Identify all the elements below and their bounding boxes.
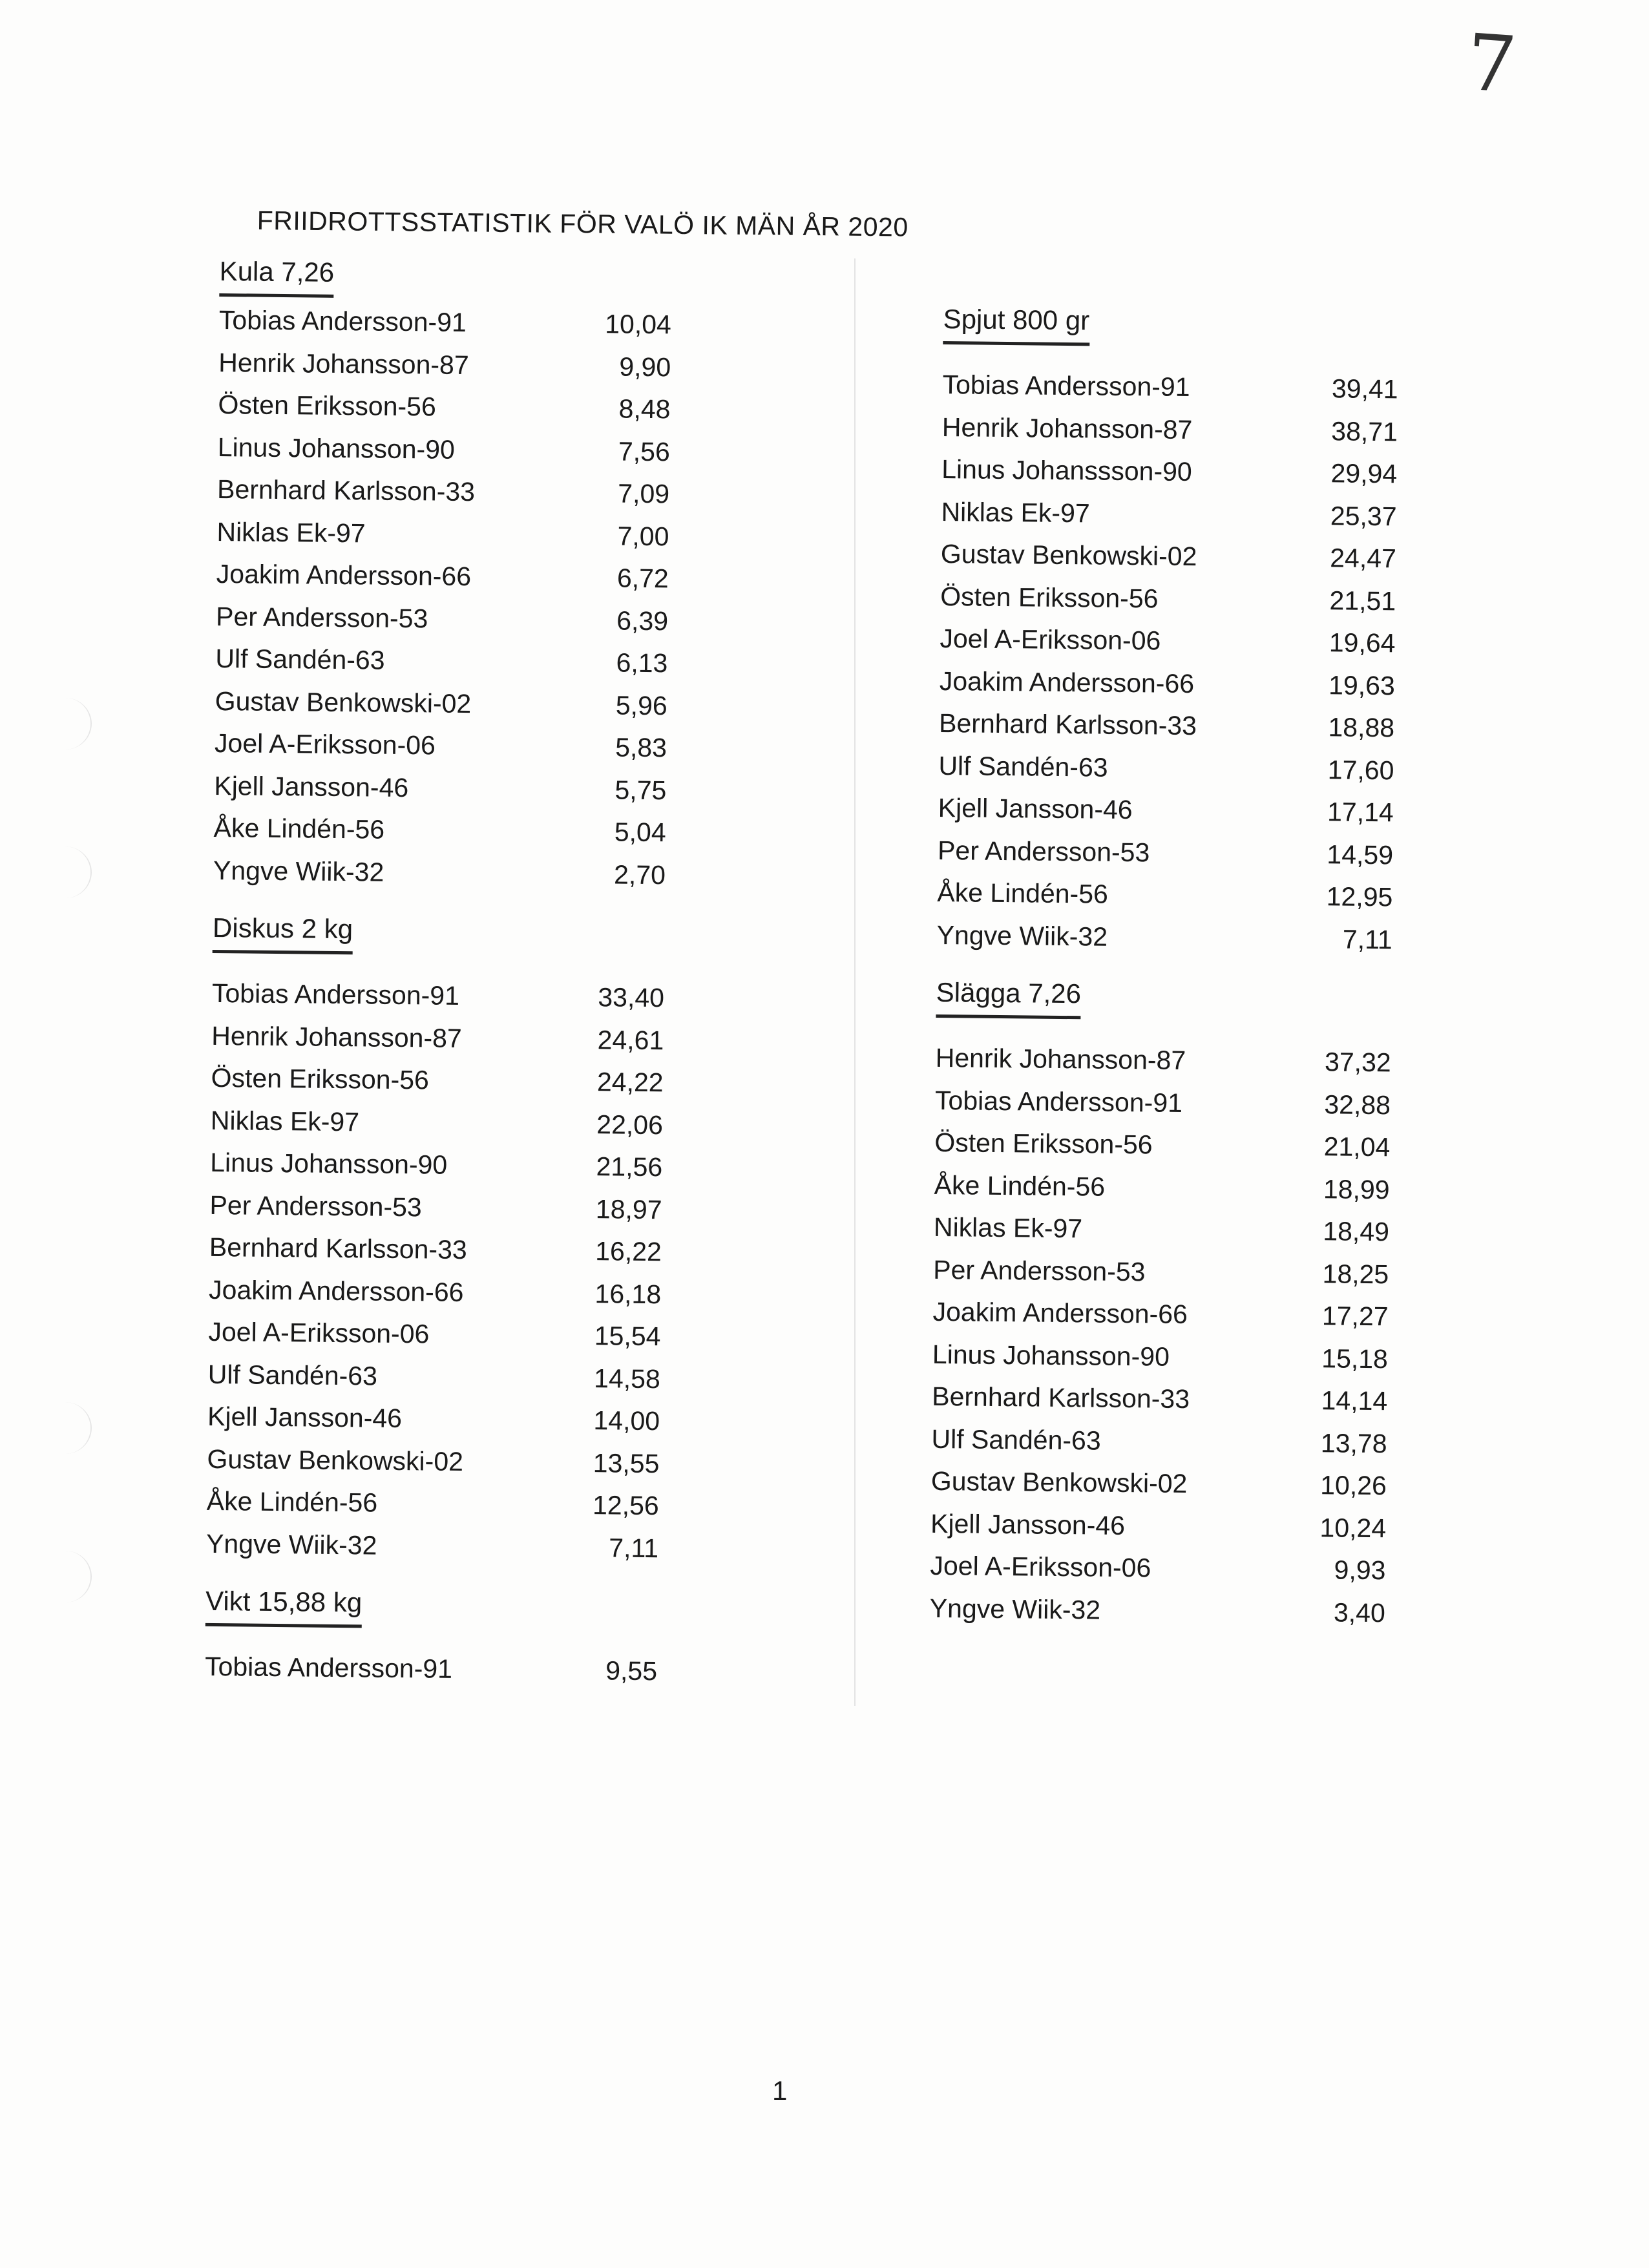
athlete-name: Tobias Andersson-91 (942, 370, 1190, 403)
athlete-name: Joel A-Eriksson-06 (208, 1317, 430, 1349)
result-row (213, 849, 763, 897)
athlete-name: Yngve Wiik-32 (205, 1528, 377, 1560)
result-value: 15,54 (594, 1321, 661, 1352)
athlete-name: Yngve Wiik-32 (936, 919, 1108, 952)
result-value: 16,22 (595, 1236, 662, 1267)
result-row (206, 1522, 756, 1570)
athlete-name: Yngve Wiik-32 (929, 1593, 1101, 1625)
athlete-name: Linus Johanssson-90 (941, 454, 1192, 487)
result-value: 24,47 (1330, 543, 1397, 574)
result-row (932, 1376, 1475, 1423)
athlete-name: Bernhard Karlsson-33 (216, 474, 476, 507)
result-row (206, 1480, 756, 1528)
athlete-name: Yngve Wiik-32 (213, 855, 384, 887)
athlete-name: Kjell Jansson-46 (207, 1402, 403, 1434)
result-value: 16,18 (594, 1278, 662, 1309)
result-value: 17,14 (1327, 797, 1394, 828)
result-row (941, 448, 1485, 496)
result-value: 32,88 (1324, 1089, 1391, 1120)
result-row (932, 1291, 1476, 1339)
athlete-name: Tobias Andersson-91 (218, 305, 467, 338)
result-value: 6,72 (616, 563, 669, 594)
result-row (214, 764, 764, 812)
event-section (205, 1583, 755, 1694)
result-value: 29,94 (1330, 458, 1398, 489)
event-title: Vikt 15,88 kg (205, 1583, 362, 1628)
athlete-name: Tobias Andersson-91 (204, 1652, 453, 1685)
athlete-name: Henrik Johansson-87 (935, 1043, 1186, 1076)
athlete-name: Joel A-Eriksson-06 (930, 1551, 1151, 1583)
athlete-name: Gustav Benkowski-02 (940, 539, 1197, 572)
result-value: 13,78 (1320, 1427, 1387, 1459)
athlete-name: Åke Lindén-56 (213, 813, 385, 845)
result-value: 7,11 (609, 1533, 659, 1563)
punch-hole (39, 1551, 92, 1602)
event-section (206, 910, 762, 1571)
result-value: 21,04 (1323, 1131, 1391, 1162)
result-value: 6,13 (616, 647, 668, 678)
result-row (215, 680, 764, 728)
athlete-name: Niklas Ek-97 (941, 496, 1090, 529)
result-value: 37,32 (1324, 1047, 1391, 1078)
result-value: 18,25 (1322, 1258, 1389, 1290)
athlete-name: Linus Johansson-90 (217, 432, 456, 465)
result-value: 14,58 (593, 1363, 661, 1394)
result-value: 39,41 (1331, 373, 1398, 404)
athlete-name: Joakim Andersson-66 (932, 1297, 1188, 1330)
result-value: 17,60 (1327, 755, 1394, 786)
result-row (207, 1396, 757, 1444)
result-row (940, 618, 1483, 666)
athlete-name: Ulf Sandén-63 (215, 644, 385, 675)
result-row (212, 972, 762, 1020)
athlete-name: Gustav Benkowski-02 (207, 1444, 464, 1476)
result-value: 22,06 (596, 1109, 664, 1140)
result-row (211, 1057, 761, 1105)
result-value: 7,56 (618, 436, 671, 467)
athlete-name: Niklas Ek-97 (933, 1212, 1083, 1244)
athlete-name: Ulf Sandén-63 (938, 750, 1108, 782)
result-row (207, 1438, 757, 1486)
result-row (934, 1122, 1478, 1170)
athlete-name: Per Andersson-53 (933, 1254, 1146, 1287)
result-row (942, 364, 1486, 412)
result-value: 7,00 (617, 521, 669, 552)
athlete-name: Niklas Ek-97 (216, 516, 366, 549)
athlete-name: Östen Eriksson-56 (218, 390, 437, 422)
result-value: 12,95 (1326, 881, 1393, 912)
result-value: 25,37 (1330, 501, 1397, 532)
result-row (939, 660, 1482, 708)
athlete-name: Linus Johansson-90 (210, 1148, 448, 1181)
result-value: 21,51 (1329, 585, 1396, 616)
result-row (218, 426, 768, 474)
result-value: 14,00 (593, 1405, 660, 1436)
result-value: 33,40 (598, 982, 665, 1013)
athlete-name: Henrik Johansson-87 (218, 347, 469, 380)
event-title: Diskus 2 kg (213, 910, 353, 954)
result-row (211, 1099, 761, 1147)
athlete-name: Gustav Benkowski-02 (215, 686, 472, 719)
athlete-name: Joakim Andersson-66 (208, 1274, 464, 1307)
result-value: 9,93 (1334, 1555, 1386, 1586)
result-row (939, 702, 1482, 750)
result-row (937, 872, 1480, 919)
result-value: 18,97 (595, 1193, 662, 1224)
result-row (209, 1268, 759, 1316)
result-row (941, 490, 1484, 538)
result-row (217, 468, 767, 516)
result-row (938, 787, 1481, 835)
result-value: 24,61 (597, 1024, 664, 1056)
result-row (935, 1079, 1478, 1127)
athlete-name: Tobias Andersson-91 (211, 978, 460, 1011)
result-row (219, 299, 769, 347)
right-column (929, 301, 1486, 1654)
result-value: 13,55 (593, 1447, 660, 1478)
athlete-name: Kjell Jansson-46 (938, 793, 1133, 825)
result-row (211, 1014, 761, 1062)
result-row (216, 595, 766, 643)
athlete-name: Per Andersson-53 (215, 601, 428, 634)
result-row (216, 510, 766, 558)
page-number: 1 (772, 2075, 788, 2106)
result-row (932, 1333, 1476, 1381)
result-value: 18,88 (1328, 712, 1395, 743)
result-value: 8,48 (618, 394, 671, 425)
athlete-name: Kjell Jansson-46 (214, 770, 409, 803)
result-row (207, 1353, 757, 1401)
result-row (933, 1248, 1476, 1296)
athlete-name: Per Andersson-53 (937, 835, 1150, 868)
result-value: 14,59 (1327, 839, 1394, 870)
result-row (930, 1502, 1474, 1550)
result-value: 18,49 (1323, 1216, 1390, 1247)
result-value: 19,64 (1329, 627, 1396, 658)
athlete-name: Niklas Ek-97 (210, 1105, 360, 1137)
event-title: Kula 7,26 (219, 253, 334, 298)
result-row (205, 1646, 755, 1694)
result-value: 19,63 (1328, 670, 1396, 701)
result-row (930, 1545, 1473, 1593)
result-row (929, 1587, 1473, 1635)
result-value: 10,04 (605, 309, 672, 340)
athlete-name: Tobias Andersson-91 (934, 1085, 1183, 1118)
athlete-name: Kjell Jansson-46 (930, 1508, 1126, 1540)
result-value: 5,83 (614, 732, 667, 763)
result-value: 7,09 (618, 478, 670, 509)
punch-hole (39, 698, 92, 750)
punch-hole (39, 1402, 92, 1454)
result-value: 9,90 (619, 352, 671, 383)
result-value: 5,75 (614, 775, 667, 806)
punch-hole (39, 846, 92, 898)
event-title: Slägga 7,26 (936, 974, 1081, 1019)
athlete-name: Henrik Johansson-87 (211, 1020, 462, 1053)
athlete-name: Joel A-Eriksson-06 (940, 624, 1161, 656)
result-value: 3,40 (1333, 1597, 1386, 1628)
result-row (940, 575, 1484, 623)
result-row (209, 1226, 759, 1274)
result-row (215, 722, 764, 770)
result-row (942, 406, 1486, 454)
result-row (218, 341, 768, 389)
result-row (210, 1142, 760, 1190)
athlete-name: Ulf Sandén-63 (207, 1359, 378, 1391)
athlete-name: Åke Lindén-56 (937, 877, 1109, 909)
page-title: FRIIDROTTSSTATISTIK FÖR VALÖ IK MÄN ÅR 2020 (257, 205, 909, 242)
result-value: 10,26 (1319, 1470, 1387, 1501)
athlete-name: Åke Lindén-56 (934, 1170, 1106, 1202)
result-value: 12,56 (592, 1490, 659, 1521)
athlete-name: Joakim Andersson-66 (939, 666, 1195, 698)
athlete-name: Åke Lindén-56 (206, 1486, 378, 1518)
result-row (935, 1037, 1478, 1085)
result-value: 5,96 (615, 690, 667, 721)
column-divider (854, 258, 856, 1706)
athlete-name: Östen Eriksson-56 (211, 1063, 430, 1095)
athlete-name: Bernhard Karlsson-33 (932, 1381, 1190, 1414)
result-row (931, 1460, 1475, 1508)
result-value: 17,27 (1321, 1301, 1389, 1332)
result-value: 7,11 (1342, 924, 1392, 955)
result-value: 24,22 (596, 1067, 664, 1098)
event-section (929, 974, 1479, 1635)
result-value: 21,56 (596, 1151, 663, 1182)
result-row (936, 914, 1480, 961)
athlete-name: Gustav Benkowski-02 (930, 1466, 1188, 1499)
event-section (936, 301, 1486, 962)
result-value: 14,14 (1321, 1385, 1388, 1416)
athlete-name: Henrik Johansson-87 (941, 412, 1193, 445)
result-row (218, 384, 768, 432)
athlete-name: Ulf Sandén-63 (931, 1423, 1101, 1456)
athlete-name: Per Andersson-53 (209, 1190, 423, 1223)
result-row (934, 1206, 1477, 1254)
event-title: Spjut 800 gr (943, 301, 1089, 346)
left-column (204, 253, 768, 1712)
athlete-name: Östen Eriksson-56 (940, 581, 1159, 614)
athlete-name: Joakim Andersson-66 (216, 559, 472, 592)
result-row (931, 1418, 1475, 1465)
result-value: 6,39 (616, 605, 669, 636)
result-row (213, 807, 763, 855)
result-row (208, 1311, 758, 1359)
result-row (941, 533, 1484, 581)
result-row (938, 829, 1481, 877)
athlete-name: Bernhard Karlsson-33 (938, 708, 1197, 741)
athlete-name: Bernhard Karlsson-33 (209, 1232, 467, 1265)
result-value: 2,70 (613, 859, 666, 890)
athlete-name: Linus Johansson-90 (932, 1339, 1170, 1372)
result-row (216, 553, 766, 601)
athlete-name: Östen Eriksson-56 (934, 1128, 1153, 1160)
result-row (934, 1164, 1477, 1212)
event-section (213, 253, 769, 898)
athlete-name: Joel A-Eriksson-06 (214, 728, 436, 761)
result-row (938, 744, 1482, 792)
result-row (209, 1184, 759, 1232)
handwritten-page-mark: 7 (1464, 17, 1520, 111)
result-value: 38,71 (1331, 416, 1398, 447)
result-value: 15,18 (1321, 1343, 1389, 1374)
result-row (215, 638, 765, 686)
result-value: 18,99 (1323, 1173, 1390, 1205)
result-value: 10,24 (1319, 1512, 1387, 1544)
result-value: 9,55 (605, 1655, 658, 1686)
result-value: 5,04 (614, 817, 666, 848)
